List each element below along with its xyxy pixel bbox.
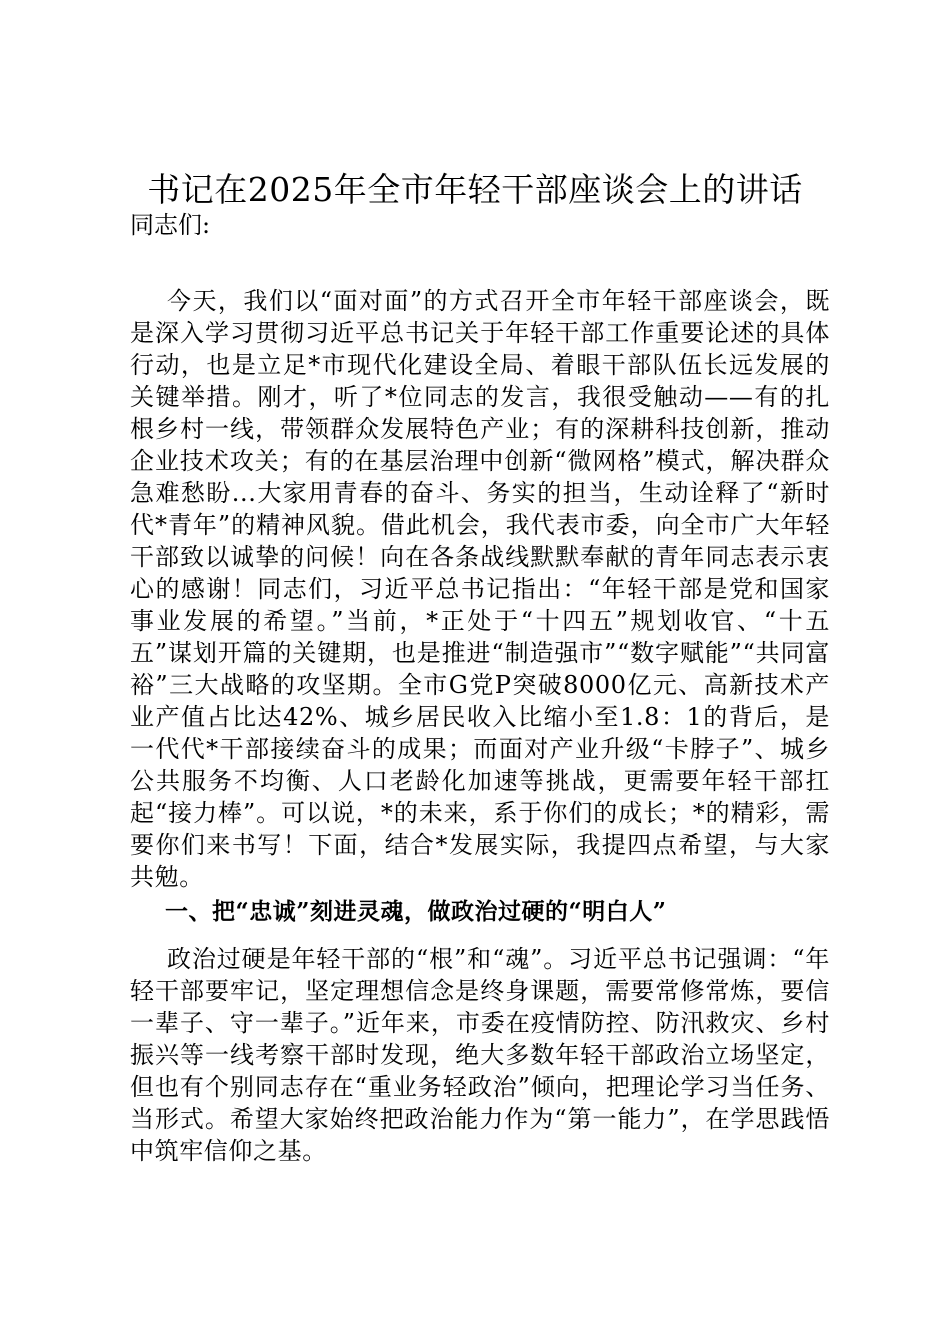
document-title: 书记在2025年全市年轻干部座谈会上的讲话 <box>147 170 803 209</box>
section-heading: 一、把“忠诚”刻进灵魂，做政治过硬的“明白人” <box>165 898 667 925</box>
opening-paragraph: 今天，我们以“面对面”的方式召开全市年轻干部座谈会，既是深入学习贯彻习近平总书记关于年轻干部工作重要论述的具体行动，也是立足*市现代化建设全局、着眼干部队伍长远发展的关键举措。刚才，听了*位同志的发言，我很受触动——有的扎根乡村一线，带领群众发展特色产业；有的深耕科技创新，推动企业技术攻关；有的在基层治理中创新“微网格”模式，解决群众急难愁盼...大家用青春的奋斗、务实的担当，生动诠释了“新时代*青年”的精神风貌。借此机会，我代表市委，向全市广大年轻干部致以诚挚的问候！向在各条战线默默奉献的青年同志表示衷心的感谢！同志们，习近平总书记指出：“年轻干部是党和国家事业发展的希望。”当前，*正处于“十四五”规划收官、“十五五”谋划开篇的关键期，也是推进“制造强市”“数字赋能”“共同富裕”三大战略的攻坚期。全市G党P突破8000亿元、高新技术产业产值占比达42%、城乡居民收入比缩小至1.8：1的背后，是一代代*干部接续奋斗的成果；而面对产业升级“卡脖子”、城乡公共服务不均衡、人口老龄化加速等挑战，更需要年轻干部扛起“接力棒”。可以说，*的未来，系于你们的成长；*的精彩，需要你们来书写！下面，结合*发展实际，我提四点希望，与大家共勉。 <box>130 287 830 891</box>
salutation: 同志们: <box>130 211 211 239</box>
section-paragraph: 政治过硬是年轻干部的“根”和“魂”。习近平总书记强调：“年轻干部要牢记，坚定理想信念是终身课题，需要常修常炼，要信一辈子、守一辈子。”近年来，市委在疫情防控、防汛救灾、乡村振兴等一线考察干部时发现，绝大多数年轻干部政治立场坚定，但也有个别同志存在“重业务轻政治”倾向，把理论学习当任务、当形式。希望大家始终把政治能力作为“第一能力”，在学思践悟中筑牢信仰之基。 <box>130 945 830 1165</box>
